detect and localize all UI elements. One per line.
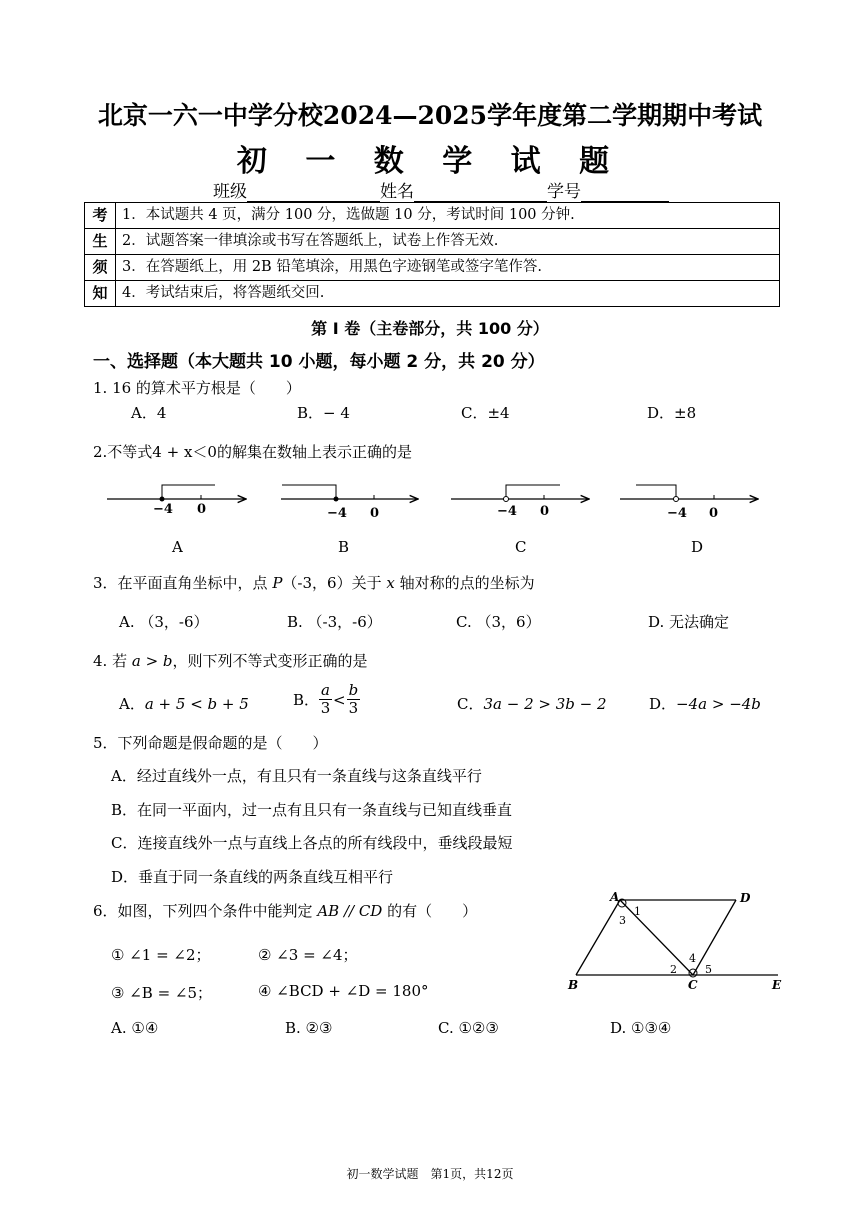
- q4-a-expr: a + 5 < b + 5: [144, 695, 249, 713]
- q6-cond-2: ② ∠3 = ∠4；: [258, 946, 358, 964]
- q6-cond-4: ④ ∠BCD + ∠D = 180°: [258, 982, 429, 1000]
- segment-ab: [576, 900, 620, 975]
- angle-5-label: 5: [705, 963, 712, 976]
- q4-d-label: D．: [649, 695, 677, 713]
- q6-geometry-figure: [560, 888, 790, 998]
- q3-axis-x: x: [386, 574, 395, 592]
- q4-b-num-a: a: [321, 681, 330, 699]
- name-label: 姓名: [380, 182, 414, 202]
- id-field[interactable]: [581, 183, 669, 202]
- q4-c-expr: 3a − 2 > 3b − 2: [483, 695, 607, 713]
- school-title: 北京一六一中学分校2024—2025学年度第二学期期中考试: [97, 101, 763, 130]
- q4-c-label: C．: [457, 695, 484, 713]
- angle-1-label: 1: [634, 905, 641, 918]
- segment-dc: [693, 900, 736, 975]
- angle-3-label: 3: [619, 914, 626, 927]
- q4-option-d: [649, 693, 761, 714]
- number-line-c: [451, 485, 589, 502]
- tick-0-a: 0: [197, 502, 207, 517]
- q2-label-a: A: [172, 538, 183, 556]
- q6-stem: [93, 900, 477, 921]
- section-title: 一、选择题（本大题共 10 小题，每小题 2 分，共 20 分）: [93, 352, 545, 372]
- q3-text-2: （-3，6）关于: [282, 574, 387, 592]
- q4-text-2: ，则下列不等式变形正确的是: [172, 652, 368, 670]
- page-footer: 初一数学试题 第1页，共12页: [346, 1167, 514, 1181]
- q6-expr: AB // CD: [317, 902, 383, 920]
- q4-option-c: [457, 693, 607, 714]
- angle-4-label: 4: [689, 952, 696, 965]
- tick-0-b: 0: [370, 506, 380, 521]
- q2-label-d: D: [691, 538, 704, 556]
- q1-option-c: C．±4: [461, 404, 510, 422]
- q4-stem: [93, 650, 368, 671]
- volume-title: 第 I 卷（主卷部分，共 100 分）: [311, 319, 549, 338]
- q3-option-c: C. （3，6）: [456, 613, 541, 631]
- q4-d-expr: −4a > −4b: [676, 695, 761, 713]
- q6-option-d: D. ①③④: [610, 1019, 672, 1037]
- q3-option-a: A. （3，-6）: [119, 613, 209, 631]
- q4-b-frac-a: [319, 682, 332, 717]
- notice-box: [84, 202, 780, 307]
- notice-label-3: 须: [85, 255, 116, 281]
- id-label: 学号: [547, 182, 581, 202]
- q1-option-b: B．− 4: [297, 404, 350, 422]
- notice-label-2: 生: [85, 229, 116, 255]
- q1-stem: 1. 16 的算术平方根是（ ）: [93, 379, 301, 397]
- q3-option-b: B. （-3，-6）: [287, 613, 382, 631]
- point-b-label: B: [568, 978, 579, 992]
- student-info: [213, 177, 669, 202]
- notice-label-1: 考: [85, 203, 116, 229]
- point-e-label: E: [772, 978, 782, 992]
- q6-cond-3: ③ ∠B = ∠5；: [111, 984, 213, 1002]
- q5-stem: 5．下列命题是假命题的是（ ）: [93, 734, 328, 752]
- q5-option-a: A．经过直线外一点，有且只有一条直线与这条直线平行: [111, 767, 482, 785]
- tick-neg4-a: −4: [153, 502, 173, 517]
- q4-text-1: 4. 若: [93, 652, 132, 670]
- notice-item-4: 4．考试结束后，将答题纸交回.: [116, 281, 780, 307]
- q4-option-b: [293, 682, 360, 717]
- notice-item-2: 2．试题答案一律填涂或书写在答题纸上，试卷上作答无效.: [116, 229, 780, 255]
- q6-option-c: C. ①②③: [438, 1019, 499, 1037]
- q2-label-b: B: [338, 538, 350, 556]
- q6-option-a: A. ①④: [111, 1019, 159, 1037]
- q1-option-d: D．±8: [647, 404, 697, 422]
- tick-neg4-c: −4: [497, 504, 517, 519]
- tick-neg4-b: −4: [327, 506, 347, 521]
- number-line-b: [281, 485, 418, 502]
- name-field[interactable]: [414, 183, 547, 202]
- q3-stem: [93, 572, 535, 593]
- q6-text-1: 6．如图，下列四个条件中能判定: [93, 902, 318, 920]
- q4-b-frac-b: [347, 682, 361, 717]
- q5-option-c: C．连接直线外一点与直线上各点的所有线段中，垂线段最短: [111, 834, 513, 852]
- notice-item-1: 1．本试题共 4 页，满分 100 分，选做题 10 分，考试时间 100 分钟.: [116, 203, 780, 229]
- q4-b-num-b: b: [348, 681, 359, 699]
- q4-condition: a > b: [131, 652, 173, 670]
- class-label: 班级: [213, 182, 247, 202]
- q5-option-b: B．在同一平面内，过一点有且只有一条直线与已知直线垂直: [111, 801, 513, 819]
- q2-stem: 2.不等式4 + x＜0的解集在数轴上表示正确的是: [93, 443, 412, 461]
- angle-2-label: 2: [670, 963, 677, 976]
- notice-label-4: 知: [85, 281, 116, 307]
- q3-option-d: D. 无法确定: [648, 613, 730, 631]
- point-c-label: C: [688, 978, 698, 992]
- segment-ac: [620, 900, 693, 975]
- q6-option-b: B. ②③: [285, 1019, 333, 1037]
- q4-b-den-b: 3: [348, 699, 359, 717]
- q4-a-label: A．: [119, 695, 145, 713]
- q4-b-label: B．: [293, 691, 320, 709]
- tick-0-c: 0: [540, 504, 550, 519]
- q4-b-lt: <: [332, 690, 346, 709]
- exam-title: 初 一 数 学 试 题: [236, 144, 624, 179]
- tick-0-d: 0: [709, 506, 719, 521]
- q4-b-den-a: 3: [320, 699, 331, 717]
- notice-item-3: 3．在答题纸上，用 2B 铅笔填涂，用黑色字迹钢笔或签字笔作答.: [116, 255, 780, 281]
- q3-point-p: P: [272, 574, 283, 592]
- q6-cond-1: ① ∠1 = ∠2；: [111, 946, 211, 964]
- number-line-d: [620, 485, 758, 502]
- point-a-label: A: [610, 890, 620, 904]
- q3-text-1: 3．在平面直角坐标中，点: [93, 574, 273, 592]
- q2-label-c: C: [515, 538, 527, 556]
- q4-option-a: [119, 693, 249, 714]
- tick-neg4-d: −4: [667, 506, 687, 521]
- q1-option-a: A．4: [131, 404, 167, 422]
- q3-text-3: 轴对称的点的坐标为: [394, 574, 535, 592]
- class-field[interactable]: [247, 183, 380, 202]
- number-line-a: [107, 485, 246, 502]
- q5-option-d: D．垂直于同一条直线的两条直线互相平行: [111, 868, 394, 886]
- q6-text-2: 的有（ ）: [382, 902, 478, 920]
- point-d-label: D: [740, 891, 751, 905]
